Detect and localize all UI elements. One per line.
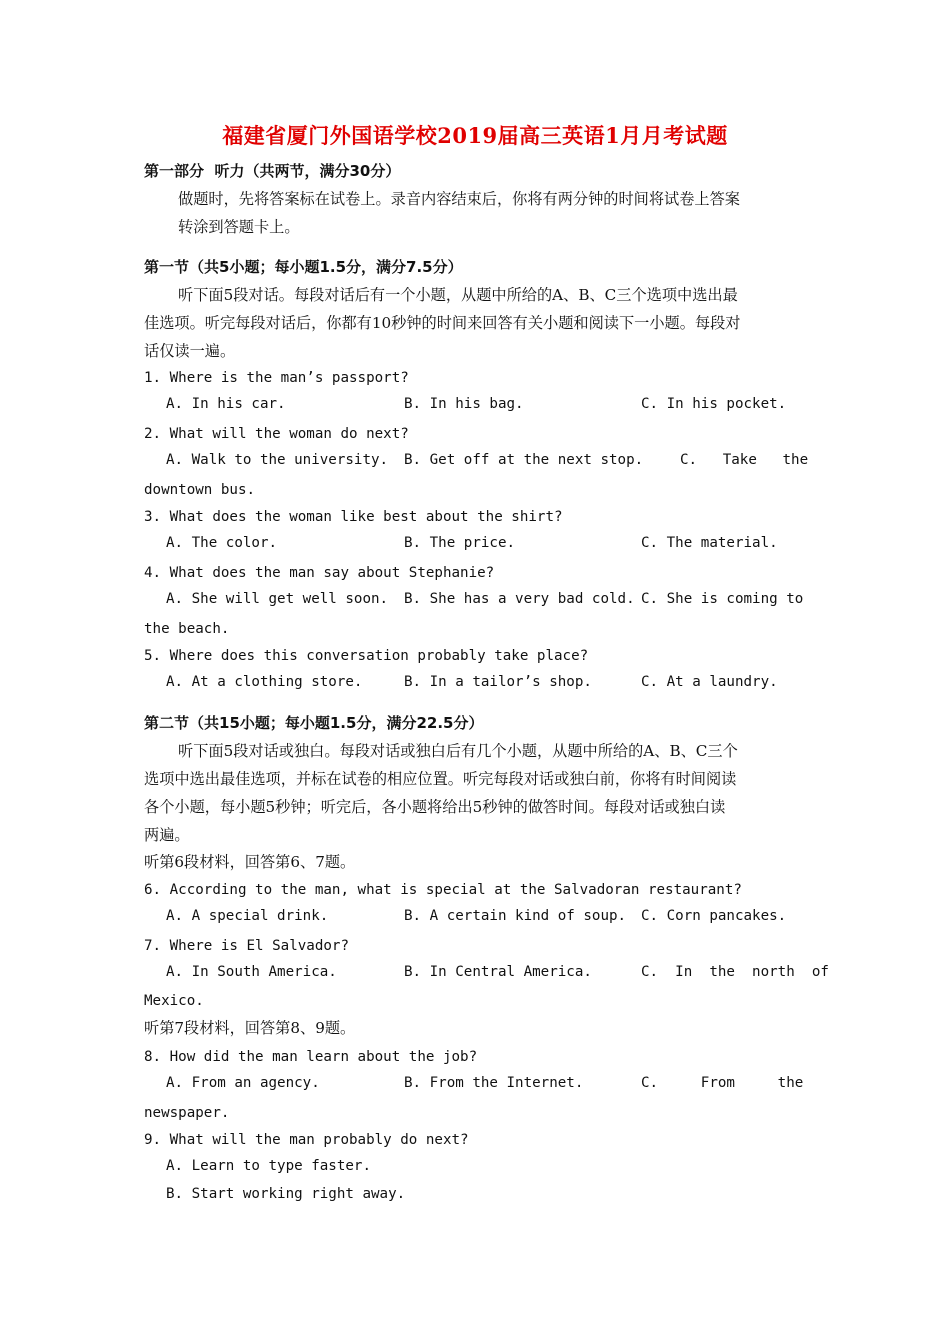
option-b: B. In his bag. [404, 396, 524, 412]
question-3: 3. What does the woman like best about the shirt? [144, 509, 563, 525]
material-7-note: 听第7段材料，回答第8、9题。 [144, 1019, 356, 1037]
option-c-continued: Mexico. [144, 993, 204, 1009]
section2-instruction-line: 两遍。 [144, 826, 190, 844]
option-a: A. In his car. [166, 396, 286, 412]
section1-heading: 第一节（共5小题；每小题1.5分，满分7.5分） [144, 258, 463, 276]
option-a: A. From an agency. [166, 1075, 320, 1091]
section1-instruction-line: 佳选项。听完每段对话后，你都有10秒钟的时间来回答有关小题和阅读下一小题。每段对 [144, 314, 741, 332]
option-c: C. At a laundry. [641, 674, 778, 690]
option-c: C. The material. [641, 535, 778, 551]
option-c-continued: downtown bus. [144, 482, 256, 498]
part1-heading: 第一部分 听力（共两节，满分30分） [144, 162, 401, 180]
section2-instruction-line: 选项中选出最佳选项，并标在试卷的相应位置。听完每段对话或独白前，你将有时间阅读 [144, 770, 737, 788]
option-c: C. In his pocket. [641, 396, 787, 412]
question-6: 6. According to the man, what is special at the Salvadoran restaurant? [144, 882, 742, 898]
option-b: B. From the Internet. [404, 1075, 584, 1091]
option-c-continued: the beach. [144, 621, 230, 637]
option-a: A. Walk to the university. [166, 452, 389, 468]
option-b: B. In a tailor’s shop. [404, 674, 592, 690]
option-c: C. She is coming to [641, 591, 804, 607]
question-5: 5. Where does this conversation probably take place? [144, 648, 589, 664]
question-9: 9. What will the man probably do next? [144, 1132, 469, 1148]
option-a: A. Learn to type faster. [166, 1158, 371, 1174]
option-b: B. She has a very bad cold. [404, 591, 635, 607]
page-title: 福建省厦门外国语学校2019届高三英语1月月考试题 [222, 123, 728, 148]
section1-instruction-line: 话仅读一遍。 [144, 342, 236, 360]
option-a: A. At a clothing store. [166, 674, 363, 690]
question-2: 2. What will the woman do next? [144, 426, 409, 442]
option-c: C. Corn pancakes. [641, 908, 787, 924]
part1-instruction-line: 做题时，先将答案标在试卷上。录音内容结束后，你将有两分钟的时间将试卷上答案 [178, 190, 740, 208]
question-7: 7. Where is El Salvador? [144, 938, 349, 954]
option-c: C. Take the [680, 452, 809, 468]
option-a: A. A special drink. [166, 908, 329, 924]
option-b: B. Start working right away. [166, 1186, 406, 1202]
question-8: 8. How did the man learn about the job? [144, 1049, 478, 1065]
section2-heading: 第二节（共15小题；每小题1.5分，满分22.5分） [144, 714, 484, 732]
option-c: C. In the north of [641, 964, 829, 980]
option-c: C. From the [641, 1075, 804, 1091]
option-b: B. In Central America. [404, 964, 592, 980]
question-1: 1. Where is the man’s passport? [144, 370, 409, 386]
option-c-continued: newspaper. [144, 1105, 230, 1121]
option-b: B. A certain kind of soup. [404, 908, 627, 924]
section2-instruction-line: 各个小题，每小题5秒钟；听完后，各小题将给出5秒钟的做答时间。每段对话或独白读 [144, 798, 726, 816]
option-a: A. In South America. [166, 964, 337, 980]
question-4: 4. What does the man say about Stephanie? [144, 565, 495, 581]
section1-instruction-line: 听下面5段对话。每段对话后有一个小题，从题中所给的A、B、C三个选项中选出最 [178, 286, 738, 304]
option-a: A. The color. [166, 535, 278, 551]
part1-instruction-line: 转涂到答题卡上。 [178, 218, 300, 236]
option-b: B. Get off at the next stop. [404, 452, 644, 468]
option-a: A. She will get well soon. [166, 591, 389, 607]
option-b: B. The price. [404, 535, 516, 551]
section2-instruction-line: 听下面5段对话或独白。每段对话或独白后有几个小题，从题中所给的A、B、C三个 [178, 742, 738, 760]
material-6-note: 听第6段材料，回答第6、7题。 [144, 853, 356, 871]
